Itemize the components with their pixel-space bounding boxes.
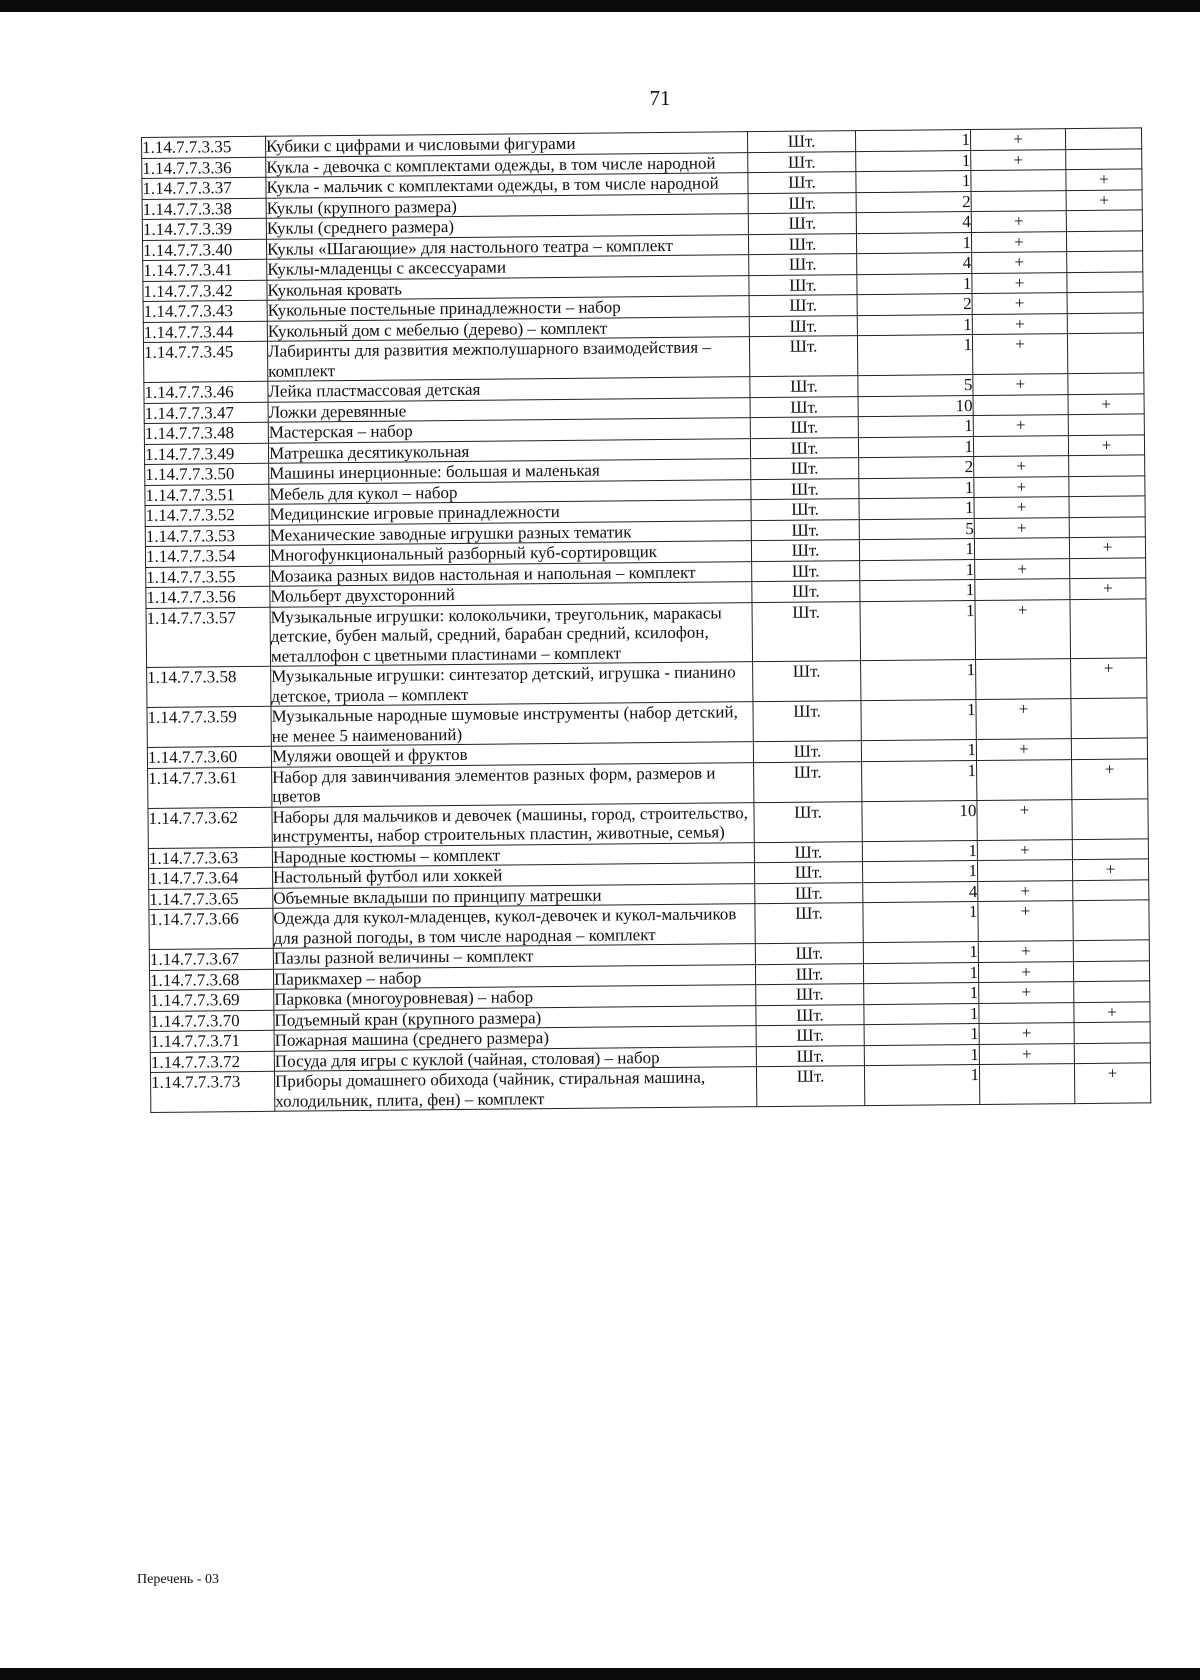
item-unit: Шт. bbox=[748, 151, 856, 173]
item-unit: Шт. bbox=[751, 540, 859, 562]
item-unit: Шт. bbox=[750, 376, 858, 398]
item-quantity: 1 bbox=[861, 700, 976, 741]
item-unit: Шт. bbox=[753, 661, 861, 702]
item-mark-a bbox=[973, 394, 1068, 415]
item-name: Пазлы разной величины – комплект bbox=[273, 944, 755, 969]
item-mark-a bbox=[977, 759, 1072, 800]
equipment-table bbox=[141, 127, 1151, 1113]
item-mark-b: + bbox=[1074, 1001, 1150, 1022]
item-unit: Шт. bbox=[756, 1025, 864, 1047]
item-mark-a: + bbox=[971, 231, 1066, 252]
item-name: Кукольные постельные принадлежности – набор bbox=[267, 296, 749, 321]
item-mark-a: + bbox=[979, 1043, 1074, 1064]
item-unit: Шт. bbox=[754, 761, 862, 802]
item-name: Многофункциональный разборный куб-сортировщик bbox=[269, 541, 751, 566]
item-code: 1.14.7.7.3.47 bbox=[144, 402, 268, 424]
item-quantity: 5 bbox=[859, 518, 974, 540]
item-mark-a: + bbox=[978, 880, 1073, 901]
item-unit: Шт. bbox=[752, 560, 860, 582]
item-mark-a: + bbox=[974, 497, 1069, 518]
item-quantity: 1 bbox=[856, 232, 971, 254]
item-mark-b bbox=[1067, 251, 1143, 272]
item-unit: Шт. bbox=[750, 437, 858, 459]
item-mark-a: + bbox=[979, 1023, 1074, 1044]
item-mark-b bbox=[1071, 738, 1147, 759]
item-name: Подъемный кран (крупного размера) bbox=[274, 1005, 756, 1030]
item-mark-b bbox=[1069, 496, 1145, 517]
item-mark-a: + bbox=[975, 558, 1070, 579]
item-mark-b bbox=[1068, 414, 1144, 435]
item-name: Наборы для мальчиков и девочек (машины, город, строительство, инструменты, набор строительных пластин, животные, семья) bbox=[272, 802, 754, 847]
scan-bottom-border bbox=[0, 1668, 1200, 1680]
item-mark-a bbox=[977, 860, 1072, 881]
item-unit: Шт. bbox=[748, 172, 856, 194]
item-name: Кукла - девочка с комплектами одежды, в том числе народной bbox=[266, 152, 748, 177]
item-unit: Шт. bbox=[756, 984, 864, 1006]
item-mark-a: + bbox=[977, 839, 1072, 860]
item-name: Куклы-младенцы с аксессуарами bbox=[267, 255, 749, 280]
item-mark-a: + bbox=[972, 313, 1067, 334]
item-mark-b bbox=[1072, 798, 1148, 839]
item-quantity: 1 bbox=[855, 130, 970, 152]
item-mark-b bbox=[1066, 148, 1142, 169]
scan-top-border bbox=[0, 0, 1200, 12]
item-code: 1.14.7.7.3.72 bbox=[150, 1051, 274, 1073]
item-quantity: 1 bbox=[860, 600, 976, 661]
item-name: Лейка пластмассовая детская bbox=[268, 377, 750, 402]
item-mark-b bbox=[1065, 128, 1141, 149]
item-unit: Шт. bbox=[748, 192, 856, 214]
item-name: Приборы домашнего обихода (чайник, стиральная машина, холодильник, плита, фен) – комплект bbox=[274, 1067, 756, 1112]
item-unit: Шт. bbox=[751, 478, 859, 500]
item-name: Кубики с цифрами и числовыми фигурами bbox=[265, 132, 747, 157]
item-quantity: 1 bbox=[856, 171, 971, 193]
item-code: 1.14.7.7.3.51 bbox=[145, 484, 269, 506]
item-name: Парикмахер – набор bbox=[273, 964, 755, 989]
item-mark-b bbox=[1074, 1022, 1150, 1043]
item-name: Машины инерционные: большая и маленькая bbox=[269, 459, 751, 484]
item-name: Матрешка десятикукольная bbox=[268, 438, 750, 463]
item-unit: Шт. bbox=[756, 1004, 864, 1026]
item-quantity: 2 bbox=[857, 294, 972, 316]
item-code: 1.14.7.7.3.68 bbox=[149, 969, 273, 991]
item-name: Пожарная машина (среднего размера) bbox=[274, 1026, 756, 1051]
item-name: Настольный футбол или хоккей bbox=[273, 863, 755, 888]
item-mark-a: + bbox=[973, 374, 1068, 395]
item-unit: Шт. bbox=[749, 336, 857, 377]
item-quantity: 1 bbox=[864, 1044, 979, 1066]
item-mark-a bbox=[979, 1002, 1074, 1023]
item-name: Мольберт двухсторонний bbox=[270, 582, 752, 607]
item-mark-b bbox=[1073, 960, 1149, 981]
item-name: Мебель для кукол – набор bbox=[269, 479, 751, 504]
item-mark-a bbox=[976, 659, 1071, 700]
item-unit: Шт. bbox=[752, 581, 860, 603]
item-mark-a: + bbox=[972, 252, 1067, 273]
item-quantity: 1 bbox=[856, 150, 971, 172]
item-mark-b bbox=[1067, 292, 1143, 313]
item-mark-b: + bbox=[1072, 859, 1148, 880]
item-unit: Шт. bbox=[751, 499, 859, 521]
item-code: 1.14.7.7.3.61 bbox=[148, 767, 272, 808]
item-mark-b bbox=[1068, 373, 1144, 394]
item-code: 1.14.7.7.3.70 bbox=[150, 1010, 274, 1032]
item-unit: Шт. bbox=[749, 295, 857, 317]
item-code: 1.14.7.7.3.54 bbox=[145, 545, 269, 567]
item-code: 1.14.7.7.3.55 bbox=[146, 566, 270, 588]
item-quantity: 10 bbox=[862, 800, 977, 841]
item-mark-b bbox=[1069, 516, 1145, 537]
item-code: 1.14.7.7.3.66 bbox=[149, 908, 273, 949]
item-mark-b bbox=[1067, 312, 1143, 333]
item-unit: Шт. bbox=[755, 882, 863, 904]
item-unit: Шт. bbox=[748, 213, 856, 235]
item-code: 1.14.7.7.3.56 bbox=[146, 586, 270, 608]
item-mark-a: + bbox=[970, 129, 1065, 150]
item-quantity: 1 bbox=[858, 416, 973, 438]
item-mark-a: + bbox=[973, 415, 1068, 436]
item-quantity: 1 bbox=[864, 1003, 979, 1025]
item-code: 1.14.7.7.3.67 bbox=[149, 948, 273, 970]
item-name: Кукольная кровать bbox=[267, 275, 749, 300]
item-mark-a: + bbox=[978, 941, 1073, 962]
item-name: Муляжи овощей и фруктов bbox=[271, 742, 753, 767]
item-quantity: 1 bbox=[859, 498, 974, 520]
item-code: 1.14.7.7.3.69 bbox=[150, 989, 274, 1011]
item-quantity: 5 bbox=[858, 375, 973, 397]
item-mark-a bbox=[971, 190, 1066, 211]
item-mark-b bbox=[1069, 455, 1145, 476]
item-name: Ложки деревянные bbox=[268, 397, 750, 422]
item-mark-a: + bbox=[978, 901, 1073, 942]
item-mark-a: + bbox=[975, 599, 1071, 659]
table-body bbox=[142, 128, 1151, 1113]
item-mark-b bbox=[1067, 271, 1143, 292]
item-mark-b: + bbox=[1072, 758, 1148, 799]
item-unit: Шт. bbox=[751, 458, 859, 480]
item-unit: Шт. bbox=[750, 396, 858, 418]
item-code: 1.14.7.7.3.71 bbox=[150, 1030, 274, 1052]
item-quantity: 1 bbox=[858, 436, 973, 458]
item-mark-b bbox=[1074, 1042, 1150, 1063]
item-name: Кукольный дом с мебелью (дерево) – комплект bbox=[267, 316, 749, 341]
item-quantity: 1 bbox=[864, 982, 979, 1004]
item-mark-b bbox=[1073, 879, 1149, 900]
item-mark-b bbox=[1066, 230, 1142, 251]
item-mark-b: + bbox=[1068, 434, 1144, 455]
item-mark-a bbox=[971, 170, 1066, 191]
item-code: 1.14.7.7.3.41 bbox=[143, 259, 267, 281]
item-mark-b: + bbox=[1074, 1063, 1150, 1104]
item-mark-b bbox=[1073, 940, 1149, 961]
item-code: 1.14.7.7.3.43 bbox=[143, 300, 267, 322]
item-code: 1.14.7.7.3.49 bbox=[144, 443, 268, 465]
item-quantity: 1 bbox=[864, 1023, 979, 1045]
item-mark-a: + bbox=[971, 149, 1066, 170]
item-mark-a bbox=[974, 538, 1069, 559]
item-quantity: 1 bbox=[864, 1064, 979, 1105]
item-mark-b: + bbox=[1070, 578, 1146, 599]
item-quantity: 1 bbox=[859, 539, 974, 561]
item-code: 1.14.7.7.3.42 bbox=[143, 280, 267, 302]
item-unit: Шт. bbox=[756, 1066, 864, 1107]
item-name: Музыкальные игрушки: колокольчики, треугольник, маракасы детские, бубен малый, средний, барабан средний, ксилофон, металлофон с цветными пластинами – комплект bbox=[270, 602, 753, 666]
item-name: Куклы (среднего размера) bbox=[266, 214, 748, 239]
item-quantity: 1 bbox=[857, 273, 972, 295]
item-unit: Шт. bbox=[749, 274, 857, 296]
item-unit: Шт. bbox=[755, 943, 863, 965]
item-unit: Шт. bbox=[754, 841, 862, 863]
item-code: 1.14.7.7.3.60 bbox=[147, 746, 271, 768]
item-mark-a: + bbox=[979, 982, 1074, 1003]
item-mark-a: + bbox=[971, 211, 1066, 232]
item-quantity: 4 bbox=[856, 212, 971, 234]
item-name: Кукла - мальчик с комплектами одежды, в том числе народной bbox=[266, 173, 748, 198]
table-row bbox=[146, 598, 1147, 667]
item-name: Механические заводные игрушки разных тематик bbox=[269, 520, 751, 545]
item-name: Куклы «Шагающие» для настольного театра – комплект bbox=[266, 234, 748, 259]
item-mark-a: + bbox=[974, 517, 1069, 538]
page-number: 71 bbox=[649, 86, 671, 110]
item-mark-a: + bbox=[976, 739, 1071, 760]
item-code: 1.14.7.7.3.52 bbox=[145, 504, 269, 526]
item-quantity: 4 bbox=[857, 253, 972, 275]
item-quantity: 1 bbox=[863, 962, 978, 984]
item-quantity: 1 bbox=[863, 902, 978, 943]
item-name: Набор для завинчивания элементов разных форм, размеров и цветов bbox=[272, 762, 754, 807]
item-code: 1.14.7.7.3.48 bbox=[144, 422, 268, 444]
item-quantity: 1 bbox=[861, 740, 976, 762]
item-name: Куклы (крупного размера) bbox=[266, 193, 748, 218]
item-unit: Шт. bbox=[751, 519, 859, 541]
document-footer: Перечень - 03 bbox=[137, 1572, 219, 1587]
item-code: 1.14.7.7.3.40 bbox=[142, 239, 266, 261]
item-unit: Шт. bbox=[749, 315, 857, 337]
item-unit: Шт. bbox=[755, 903, 863, 944]
item-mark-a: + bbox=[974, 456, 1069, 477]
item-code: 1.14.7.7.3.58 bbox=[147, 666, 271, 707]
item-mark-a: + bbox=[972, 334, 1067, 375]
item-code: 1.14.7.7.3.35 bbox=[142, 136, 266, 158]
item-name: Парковка (многоуровневая) – набор bbox=[274, 985, 756, 1010]
item-quantity: 1 bbox=[859, 477, 974, 499]
item-mark-a: + bbox=[974, 476, 1069, 497]
item-quantity: 10 bbox=[858, 395, 973, 417]
item-quantity: 1 bbox=[861, 660, 976, 701]
item-quantity: 2 bbox=[859, 457, 974, 479]
item-mark-b: + bbox=[1066, 169, 1142, 190]
item-mark-a: + bbox=[972, 272, 1067, 293]
item-mark-b bbox=[1074, 981, 1150, 1002]
item-code: 1.14.7.7.3.38 bbox=[142, 198, 266, 220]
item-mark-b bbox=[1071, 698, 1147, 739]
item-mark-b: + bbox=[1071, 658, 1147, 699]
item-quantity: 1 bbox=[862, 861, 977, 883]
item-quantity: 1 bbox=[860, 559, 975, 581]
item-code: 1.14.7.7.3.63 bbox=[148, 847, 272, 869]
item-quantity: 1 bbox=[863, 942, 978, 964]
item-code: 1.14.7.7.3.46 bbox=[144, 381, 268, 403]
item-name: Народные костюмы – комплект bbox=[272, 842, 754, 867]
item-unit: Шт. bbox=[747, 131, 855, 153]
item-code: 1.14.7.7.3.36 bbox=[142, 157, 266, 179]
item-code: 1.14.7.7.3.57 bbox=[146, 607, 271, 668]
item-code: 1.14.7.7.3.64 bbox=[149, 867, 273, 889]
item-mark-b: + bbox=[1068, 393, 1144, 414]
item-mark-b bbox=[1073, 900, 1149, 941]
item-unit: Шт. bbox=[752, 601, 861, 662]
item-code: 1.14.7.7.3.39 bbox=[142, 218, 266, 240]
item-mark-a: + bbox=[978, 961, 1073, 982]
item-name: Одежда для кукол-младенцев, кукол-девочек и кукол-мальчиков для разной погоды, в том числе народная – комплект bbox=[273, 904, 755, 949]
item-mark-a: + bbox=[977, 799, 1072, 840]
item-name: Лабиринты для развития межполушарного взаимодействия – комплект bbox=[267, 337, 749, 382]
item-code: 1.14.7.7.3.65 bbox=[149, 888, 273, 910]
item-mark-b bbox=[1069, 475, 1145, 496]
item-unit: Шт. bbox=[754, 862, 862, 884]
item-name: Медицинские игровые принадлежности bbox=[269, 500, 751, 525]
item-mark-a bbox=[975, 579, 1070, 600]
item-quantity: 1 bbox=[862, 840, 977, 862]
item-code: 1.14.7.7.3.62 bbox=[148, 807, 272, 848]
item-mark-a: + bbox=[976, 699, 1071, 740]
item-quantity: 1 bbox=[857, 335, 972, 376]
item-mark-a bbox=[979, 1064, 1074, 1105]
item-quantity: 4 bbox=[863, 881, 978, 903]
item-code: 1.14.7.7.3.37 bbox=[142, 177, 266, 199]
item-name: Музыкальные народные шумовые инструменты (набор детский, не менее 5 наименований) bbox=[271, 702, 753, 747]
item-code: 1.14.7.7.3.53 bbox=[145, 525, 269, 547]
item-code: 1.14.7.7.3.73 bbox=[150, 1071, 274, 1112]
item-name: Посуда для игры с куклой (чайная, столовая) – набор bbox=[274, 1046, 756, 1071]
item-mark-a bbox=[973, 435, 1068, 456]
item-name: Объемные вкладыши по принципу матрешки bbox=[273, 883, 755, 908]
item-mark-b bbox=[1067, 333, 1143, 374]
item-unit: Шт. bbox=[754, 801, 862, 842]
item-code: 1.14.7.7.3.45 bbox=[143, 341, 267, 382]
item-mark-b bbox=[1070, 598, 1147, 658]
item-code: 1.14.7.7.3.50 bbox=[145, 463, 269, 485]
item-quantity: 2 bbox=[856, 191, 971, 213]
item-mark-b: + bbox=[1066, 189, 1142, 210]
item-quantity: 1 bbox=[860, 580, 975, 602]
item-mark-b bbox=[1070, 557, 1146, 578]
item-mark-a: + bbox=[972, 293, 1067, 314]
item-unit: Шт. bbox=[748, 233, 856, 255]
item-unit: Шт. bbox=[749, 254, 857, 276]
item-quantity: 1 bbox=[857, 314, 972, 336]
item-unit: Шт. bbox=[753, 741, 861, 763]
item-quantity: 1 bbox=[862, 760, 977, 801]
item-name: Мастерская – набор bbox=[268, 418, 750, 443]
item-unit: Шт. bbox=[753, 701, 861, 742]
item-name: Музыкальные игрушки: синтезатор детский, игрушка - пианино детское, триола – комплект bbox=[271, 662, 753, 707]
item-mark-b: + bbox=[1069, 537, 1145, 558]
item-mark-b bbox=[1072, 838, 1148, 859]
item-name: Мозаика разных видов настольная и напольная – комплект bbox=[270, 561, 752, 586]
item-unit: Шт. bbox=[755, 963, 863, 985]
item-code: 1.14.7.7.3.59 bbox=[147, 706, 271, 747]
item-unit: Шт. bbox=[756, 1045, 864, 1067]
item-code: 1.14.7.7.3.44 bbox=[143, 321, 267, 343]
item-unit: Шт. bbox=[750, 417, 858, 439]
item-mark-b bbox=[1066, 210, 1142, 231]
